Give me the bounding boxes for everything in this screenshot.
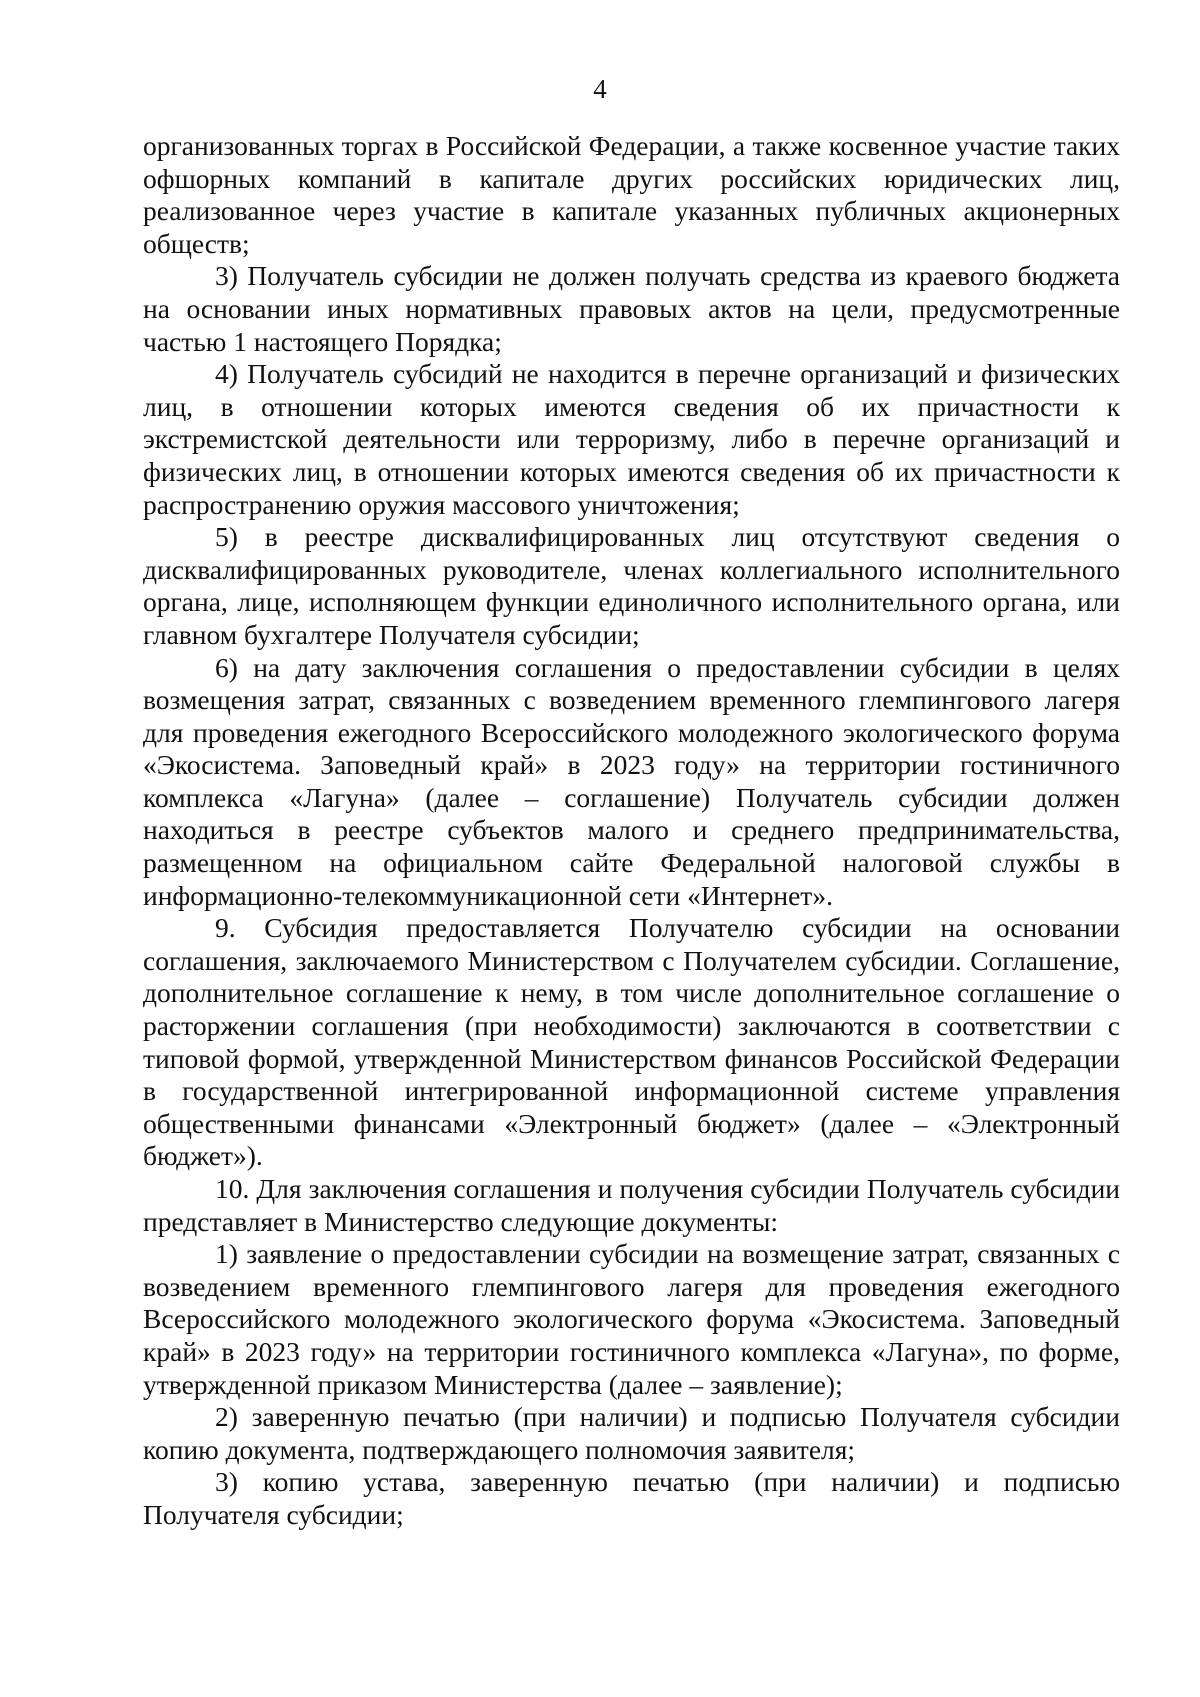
paragraph-section-10: 10. Для заключения соглашения и получения субсидии Получатель субсидии представляет в Министерство следующие документы: bbox=[143, 1173, 1120, 1237]
paragraph-doc-item-2: 2) заверенную печатью (при наличии) и подписью Получателя субсидии копию документа, подтверждающего полномочия заявителя; bbox=[143, 1401, 1120, 1465]
paragraph-doc-item-3: 3) копию устава, заверенную печатью (при наличии) и подписью Получателя субсидии; bbox=[143, 1466, 1120, 1530]
paragraph-item-4: 4) Получатель субсидий не находится в перечне организаций и физических лиц, в отношении которых имеются сведения об их причастности к экстремистской деятельности или терроризму, либо в перечне организаций и физических лиц, в отношении которых имеются сведения об их причастности к распространению оружия массового уничтожения; bbox=[143, 358, 1120, 520]
paragraph-doc-item-1: 1) заявление о предоставлении субсидии на возмещение затрат, связанных с возведением временного глемпингового лагеря для проведения ежегодного Всероссийского молодежного экологического форума «Экосистема. Заповедный край» в 2023 году» на территории гостиничного комплекса «Лагуна», по форме, утвержденной приказом Министерства (далее – заявление); bbox=[143, 1238, 1120, 1400]
page-number: 4 bbox=[593, 74, 607, 104]
document-body bbox=[143, 130, 1120, 1532]
paragraph-section-9: 9. Субсидия предоставляется Получателю субсидии на основании соглашения, заключаемого Министерством с Получателем субсидии. Соглашение, дополнительное соглашение к нему, в том числе дополнительное соглашение о расторжении соглашения (при необходимости) заключаются в соответствии с типовой формой, утвержденной Министерством финансов Российской Федерации в государственной интегрированной информационной системе управления общественными финансами «Электронный бюджет» (далее – «Электронный бюджет»). bbox=[143, 912, 1120, 1172]
paragraph-item-6: 6) на дату заключения соглашения о предоставлении субсидии в целях возмещения затрат, связанных с возведением временного глемпингового лагеря для проведения ежегодного Всероссийского молодежного экологического форума «Экосистема. Заповедный край» в 2023 году» на территории гостиничного комплекса «Лагуна» (далее – соглашение) Получатель субсидии должен находиться в реестре субъектов малого и среднего предпринимательства, размещенном на официальном сайте Федеральной налоговой службы в информационно-телекоммуникационной сети «Интернет». bbox=[143, 651, 1120, 911]
paragraph-item-5: 5) в реестре дисквалифицированных лиц отсутствуют сведения о дисквалифицированных руководителе, членах коллегиального исполнительного органа, лице, исполняющем функции единоличного исполнительного органа, или главном бухгалтере Получателя субсидии; bbox=[143, 521, 1120, 650]
paragraph-item-3: 3) Получатель субсидии не должен получать средства из краевого бюджета на основании иных нормативных правовых актов на цели, предусмотренные частью 1 настоящего Порядка; bbox=[143, 260, 1120, 357]
paragraph-continuation: организованных торгах в Российской Федерации, а также косвенное участие таких офшорных компаний в капитале других российских юридических лиц, реализованное через участие в капитале указанных публичных акционерных обществ; bbox=[143, 130, 1120, 259]
